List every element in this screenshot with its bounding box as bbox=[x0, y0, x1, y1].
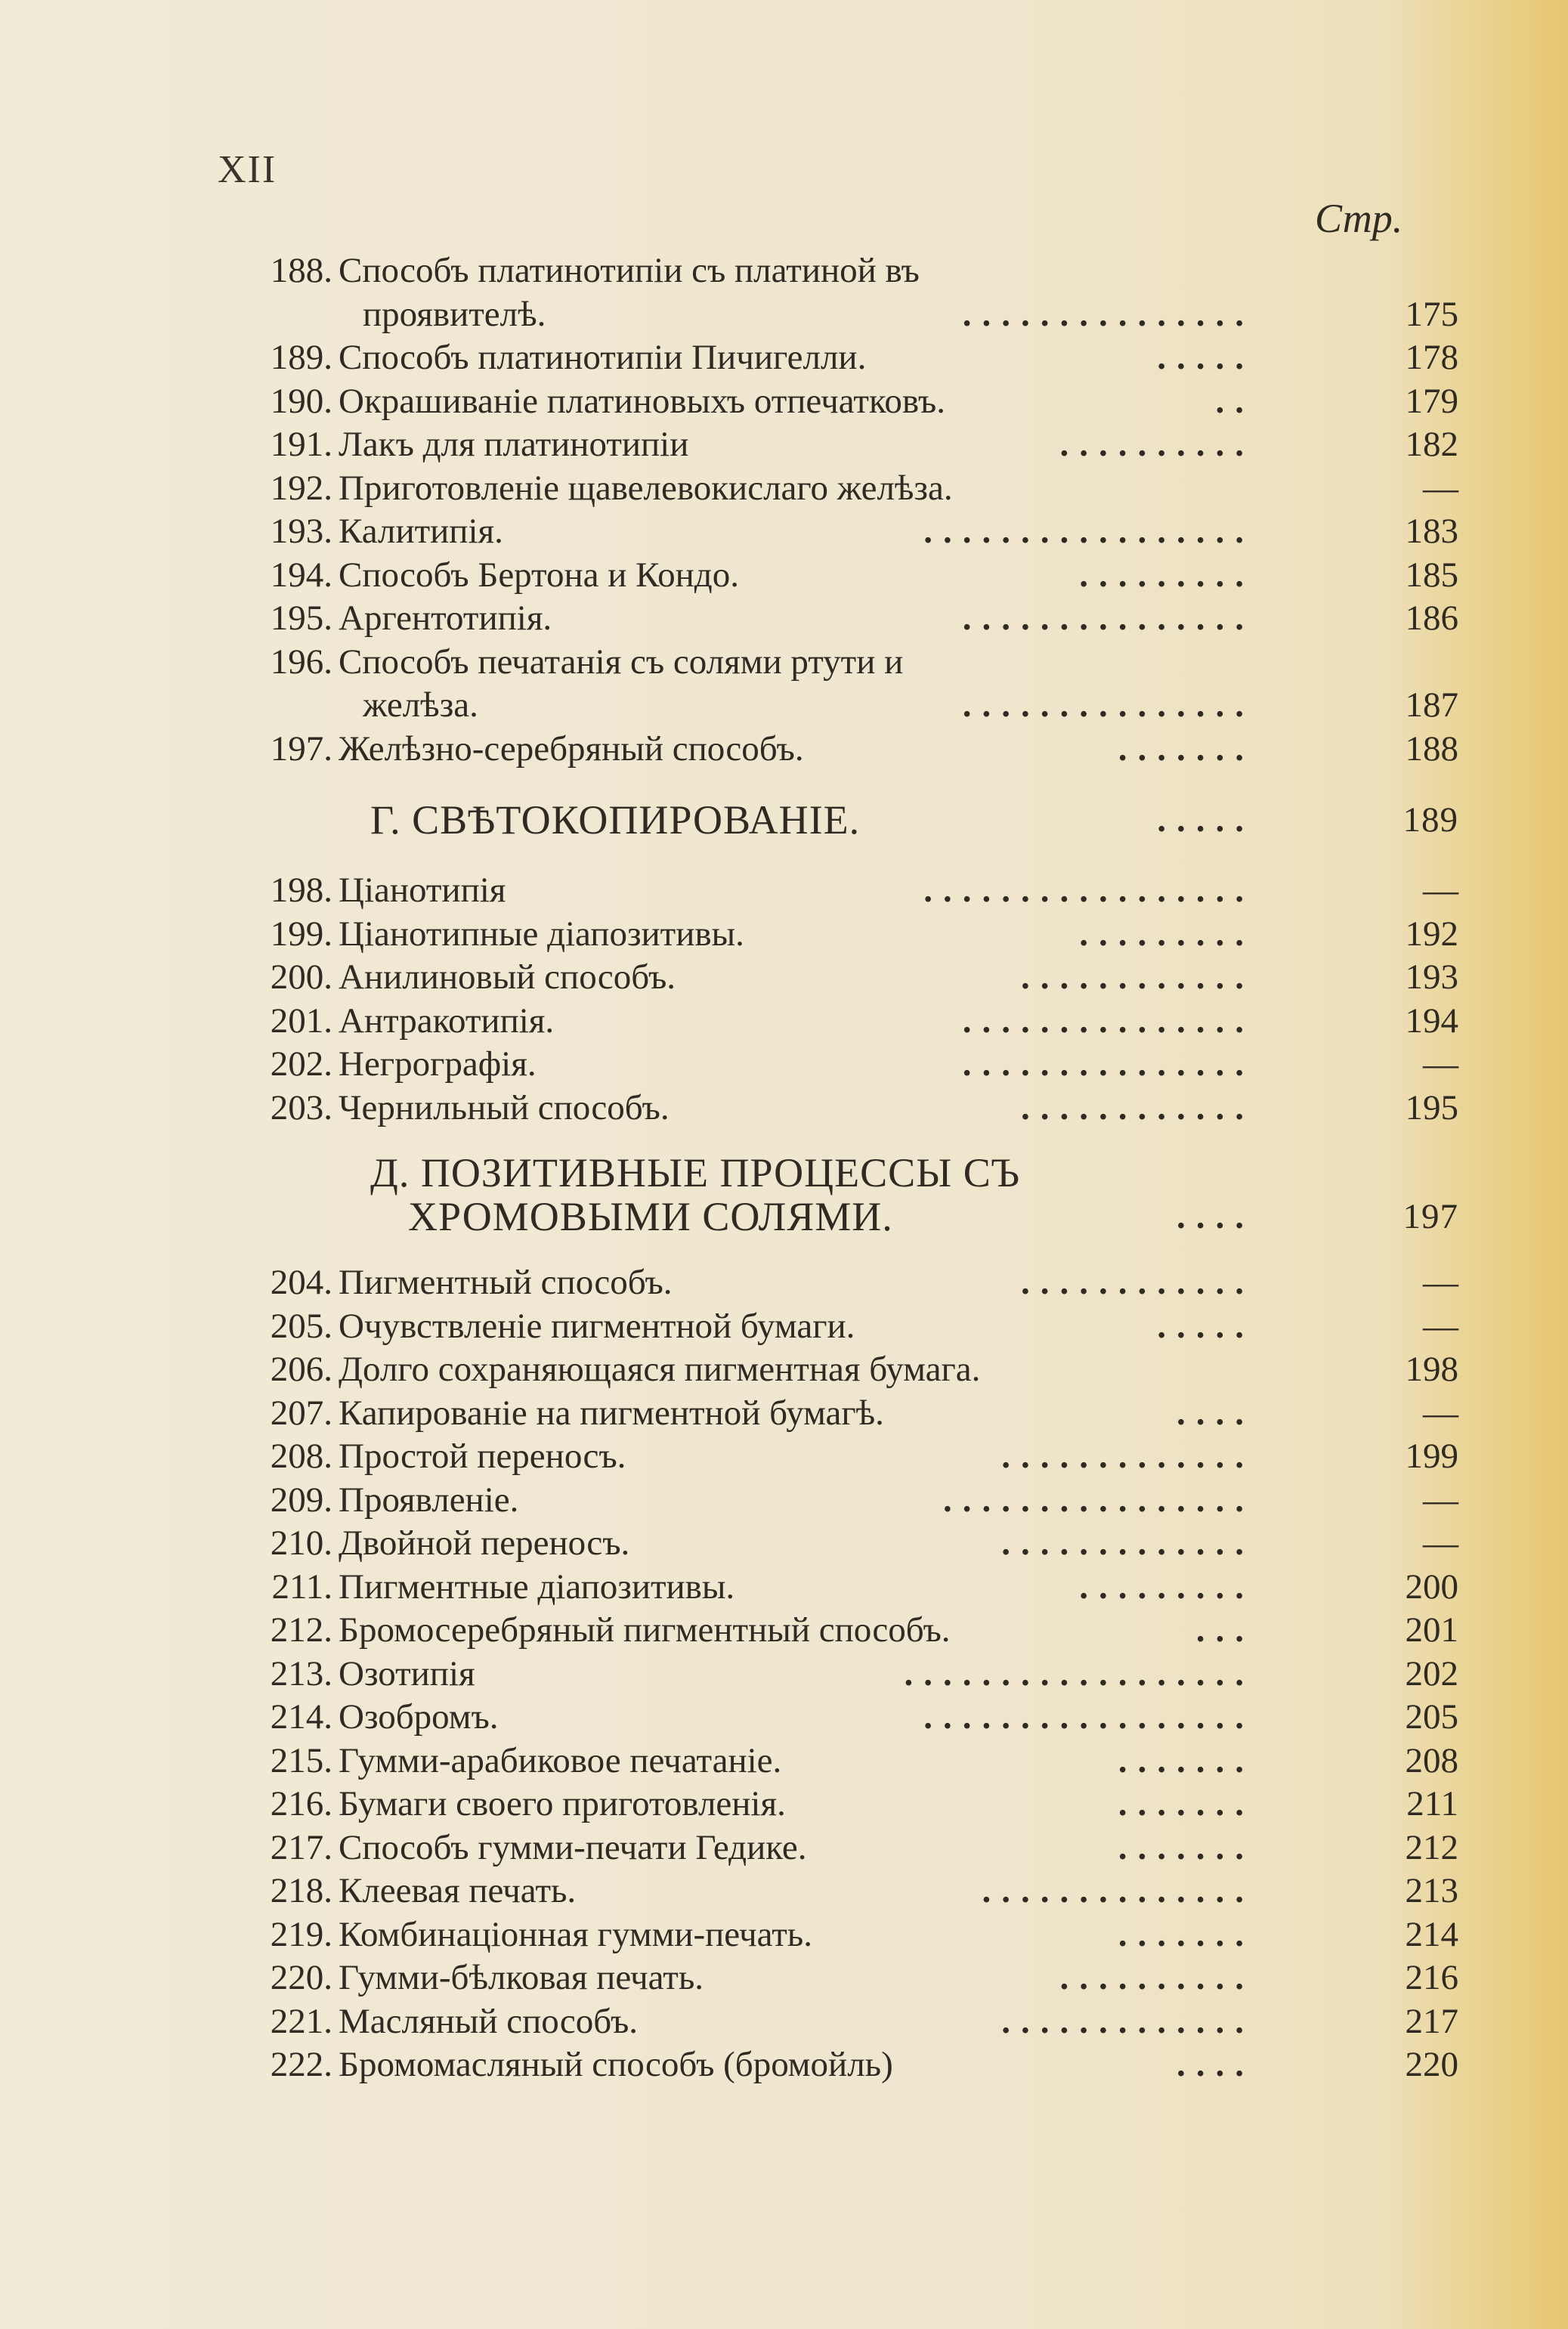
entry-title: Долго сохраняющаяся пигментная бумага. bbox=[339, 1350, 981, 1389]
toc-block-1 bbox=[219, 249, 1458, 771]
section-title-line2: ХРОМОВЫМИ СОЛЯМИ. bbox=[408, 1194, 893, 1239]
entry-number: 212. bbox=[270, 1610, 332, 1650]
dot-leader: ................. bbox=[923, 1697, 1254, 1737]
dot-leader: .. bbox=[1215, 381, 1254, 421]
entry-page-number: 185 bbox=[1405, 555, 1458, 595]
entry-title: Клеевая печать. bbox=[339, 1871, 577, 1910]
entry-title: Чернильный способъ. bbox=[339, 1087, 670, 1127]
toc-entry bbox=[219, 1087, 1458, 1130]
entry-title: Пигментный способъ. bbox=[339, 1263, 673, 1302]
section-title: Г. СВѢТОКОПИРОВАНІЕ. bbox=[370, 797, 861, 843]
entry-page-number: 214 bbox=[1405, 1914, 1458, 1954]
dot-leader: ... bbox=[1195, 1610, 1254, 1650]
entry-page-number: — bbox=[1423, 1523, 1458, 1563]
entry-title: Способъ платинотипіи Пичигелли. bbox=[339, 338, 867, 377]
section-heading-g bbox=[219, 792, 1458, 848]
section-page-number: 189 bbox=[1403, 800, 1458, 840]
page-folio: XII bbox=[218, 148, 277, 191]
entry-number: 208. bbox=[270, 1437, 332, 1476]
table-of-contents bbox=[219, 249, 1458, 2087]
dot-leader: ............... bbox=[962, 294, 1254, 334]
entry-title: Окрашиваніе платиновыхъ отпечатковъ. bbox=[339, 381, 945, 421]
entry-title: Способъ печатанія съ солями ртути и bbox=[339, 642, 904, 682]
toc-entry-continuation bbox=[219, 684, 1458, 728]
entry-number: 211. bbox=[271, 1567, 332, 1607]
spacer bbox=[219, 848, 1458, 869]
toc-entry bbox=[219, 1261, 1458, 1305]
entry-title: Двойной переносъ. bbox=[339, 1523, 630, 1563]
dot-leader: .... bbox=[1177, 1393, 1254, 1433]
dot-leader: ............. bbox=[1001, 1523, 1254, 1563]
dot-leader: .......... bbox=[1059, 425, 1254, 464]
toc-entry bbox=[219, 1913, 1458, 1957]
entry-title: Ціанотипные діапозитивы. bbox=[339, 914, 744, 954]
entry-number: 190. bbox=[270, 381, 332, 421]
dot-leader: ............. bbox=[1001, 1437, 1254, 1476]
entry-title: Масляный способъ. bbox=[339, 2001, 639, 2041]
toc-entry bbox=[219, 1956, 1458, 2000]
toc-entry bbox=[219, 1435, 1458, 1479]
toc-entry bbox=[219, 1000, 1458, 1044]
entry-title: Гумми-арабиковое печатаніе. bbox=[339, 1740, 782, 1780]
entry-page-number: — bbox=[1423, 1044, 1458, 1084]
toc-entry bbox=[219, 641, 1458, 685]
entry-page-number: 198 bbox=[1405, 1350, 1458, 1389]
toc-entry bbox=[219, 1653, 1458, 1696]
dot-leader: ....... bbox=[1118, 1914, 1254, 1954]
entry-number: 205. bbox=[270, 1306, 332, 1346]
entry-page-number: 202 bbox=[1405, 1653, 1458, 1693]
entry-title: Аргентотипія. bbox=[339, 598, 552, 638]
entry-page-number: 208 bbox=[1405, 1740, 1458, 1780]
entry-page-number: 193 bbox=[1405, 957, 1458, 997]
entry-page-number: 175 bbox=[1405, 294, 1458, 334]
toc-entry bbox=[219, 1783, 1458, 1826]
dot-leader: ......... bbox=[1079, 1567, 1254, 1607]
dot-leader: ......... bbox=[1079, 914, 1254, 954]
entry-number: 217. bbox=[270, 1827, 332, 1867]
entry-title: Гумми-бѣлковая печать. bbox=[339, 1958, 704, 1997]
page-column-header: Стр. bbox=[1315, 196, 1403, 241]
entry-title: Бромомасляный способъ (бромойль) bbox=[339, 2045, 893, 2084]
entry-number: 198. bbox=[270, 871, 332, 910]
toc-entry bbox=[219, 467, 1458, 511]
entry-page-number: 179 bbox=[1405, 381, 1458, 421]
toc-entry bbox=[219, 956, 1458, 1000]
entry-page-number: 194 bbox=[1405, 1001, 1458, 1041]
entry-page-number: 186 bbox=[1405, 598, 1458, 638]
entry-page-number: 201 bbox=[1405, 1610, 1458, 1650]
entry-page-number: 192 bbox=[1405, 914, 1458, 954]
toc-entry bbox=[219, 336, 1458, 380]
toc-entry bbox=[219, 1479, 1458, 1523]
entry-page-number: 195 bbox=[1405, 1087, 1458, 1127]
entry-page-number: — bbox=[1423, 1306, 1458, 1346]
entry-page-number: 199 bbox=[1405, 1437, 1458, 1476]
entry-number: 192. bbox=[270, 468, 332, 508]
toc-entry bbox=[219, 1348, 1458, 1392]
spacer bbox=[219, 1240, 1458, 1261]
entry-number: 222. bbox=[270, 2045, 332, 2084]
toc-entry bbox=[219, 913, 1458, 957]
entry-page-number: 217 bbox=[1405, 2001, 1458, 2041]
entry-number: 200. bbox=[270, 957, 332, 997]
entry-number: 193. bbox=[270, 512, 332, 551]
entry-page-number: — bbox=[1423, 468, 1458, 508]
toc-entry bbox=[219, 1522, 1458, 1566]
entry-title: Негрографія. bbox=[339, 1044, 537, 1084]
entry-page-number: 200 bbox=[1405, 1567, 1458, 1607]
toc-entry bbox=[219, 1609, 1458, 1653]
entry-title: Простой переносъ. bbox=[339, 1437, 626, 1476]
dot-leader: ............... bbox=[962, 685, 1254, 725]
entry-title: Приготовленіе щавелевокислаго желѣза. bbox=[339, 468, 953, 508]
entry-page-number: 212 bbox=[1405, 1827, 1458, 1867]
entry-title: Проявленіе. bbox=[339, 1480, 519, 1520]
toc-entry bbox=[219, 554, 1458, 598]
entry-number: 215. bbox=[270, 1740, 332, 1780]
entry-number: 214. bbox=[270, 1697, 332, 1737]
dot-leader: ....... bbox=[1118, 1827, 1254, 1867]
entry-page-number: 183 bbox=[1405, 512, 1458, 551]
entry-number: 207. bbox=[270, 1393, 332, 1433]
dot-leader: ............ bbox=[1021, 1087, 1254, 1127]
toc-entry bbox=[219, 1740, 1458, 1783]
entry-number: 196. bbox=[270, 642, 332, 682]
dot-leader: .................. bbox=[904, 1653, 1254, 1693]
entry-number: 219. bbox=[270, 1914, 332, 1954]
entry-page-number: 187 bbox=[1405, 685, 1458, 725]
entry-title: Бумаги своего приготовленія. bbox=[339, 1784, 786, 1823]
toc-entry bbox=[219, 1826, 1458, 1870]
entry-title: Озотипія bbox=[339, 1653, 475, 1693]
entry-title: Комбинаціонная гумми-печать. bbox=[339, 1914, 812, 1954]
entry-page-number: — bbox=[1423, 1263, 1458, 1302]
toc-block-2 bbox=[219, 869, 1458, 1130]
entry-number: 221. bbox=[270, 2001, 332, 2041]
dot-leader: ....... bbox=[1118, 1784, 1254, 1823]
entry-page-number: — bbox=[1423, 1393, 1458, 1433]
entry-number: 216. bbox=[270, 1784, 332, 1823]
toc-entry bbox=[219, 869, 1458, 913]
dot-leader: .......... bbox=[1059, 1958, 1254, 1997]
toc-entry bbox=[219, 1566, 1458, 1610]
dot-leader: ............... bbox=[962, 1044, 1254, 1084]
entry-number: 210. bbox=[270, 1523, 332, 1563]
dot-leader: ..... bbox=[1157, 338, 1254, 377]
entry-page-number: 213 bbox=[1405, 1871, 1458, 1910]
section-title-line1: Д. ПОЗИТИВНЫЕ ПРОЦЕССЫ СЪ bbox=[370, 1150, 1021, 1195]
entry-title: Калитипія. bbox=[339, 512, 503, 551]
dot-leader: ................ bbox=[943, 1480, 1254, 1520]
toc-entry bbox=[219, 1305, 1458, 1349]
entry-title: Антракотипія. bbox=[339, 1001, 555, 1041]
entry-title-continuation: проявителѣ. bbox=[363, 294, 546, 334]
entry-title: Капированіе на пигментной бумагѣ. bbox=[339, 1393, 884, 1433]
entry-number: 194. bbox=[270, 555, 332, 595]
dot-leader: ............... bbox=[962, 1001, 1254, 1041]
entry-page-number: 216 bbox=[1405, 1958, 1458, 1997]
section-heading-d bbox=[219, 1151, 1458, 1240]
entry-number: 203. bbox=[270, 1087, 332, 1127]
entry-number: 191. bbox=[270, 425, 332, 464]
dot-leader: ..... bbox=[1157, 1306, 1254, 1346]
entry-title: Способъ гумми-печати Гедике. bbox=[339, 1827, 807, 1867]
entry-number: 201. bbox=[270, 1001, 332, 1041]
toc-entry bbox=[219, 1392, 1458, 1436]
entry-number: 189. bbox=[270, 338, 332, 377]
entry-page-number: — bbox=[1423, 871, 1458, 910]
toc-entry bbox=[219, 728, 1458, 772]
entry-title: Способъ Бертона и Кондо. bbox=[339, 555, 739, 595]
toc-entry bbox=[219, 1043, 1458, 1087]
entry-number: 197. bbox=[270, 728, 332, 769]
entry-title: Ціанотипія bbox=[339, 871, 506, 910]
entry-number: 218. bbox=[270, 1871, 332, 1910]
entry-page-number: — bbox=[1423, 1480, 1458, 1520]
entry-title: Очувствленіе пигментной бумаги. bbox=[339, 1306, 855, 1346]
toc-entry bbox=[219, 380, 1458, 424]
toc-entry bbox=[219, 597, 1458, 641]
entry-page-number: 220 bbox=[1405, 2045, 1458, 2084]
entry-title: Пигментные діапозитивы. bbox=[339, 1567, 735, 1607]
dot-leader: ................. bbox=[923, 512, 1254, 551]
entry-number: 195. bbox=[270, 598, 332, 638]
toc-entry bbox=[219, 2000, 1458, 2044]
entry-title-continuation: желѣза. bbox=[363, 685, 478, 725]
toc-block-3 bbox=[219, 1261, 1458, 2087]
dot-leader: .... bbox=[1177, 2045, 1254, 2084]
entry-title: Способъ платинотипіи съ платиной въ bbox=[339, 251, 920, 290]
entry-title: Анилиновый способъ. bbox=[339, 957, 676, 997]
dot-leader: ......... bbox=[1079, 555, 1254, 595]
entry-page-number: 205 bbox=[1405, 1697, 1458, 1737]
toc-entry bbox=[219, 2043, 1458, 2087]
dot-leader: ............ bbox=[1021, 957, 1254, 997]
spacer bbox=[219, 1130, 1458, 1151]
spacer bbox=[219, 771, 1458, 792]
dot-leader: ..... bbox=[1157, 800, 1254, 840]
entry-number: 204. bbox=[270, 1263, 332, 1302]
toc-entry bbox=[219, 423, 1458, 467]
entry-title: Бромосеребряный пигментный способъ. bbox=[339, 1610, 951, 1650]
toc-entry bbox=[219, 1870, 1458, 1913]
entry-number: 202. bbox=[270, 1044, 332, 1084]
entry-page-number: 178 bbox=[1405, 338, 1458, 377]
entry-number: 188. bbox=[270, 251, 332, 290]
dot-leader: ............... bbox=[962, 598, 1254, 638]
entry-title: Лакъ для платинотипіи bbox=[339, 425, 689, 464]
dot-leader: ................. bbox=[923, 871, 1254, 910]
toc-entry bbox=[219, 510, 1458, 554]
toc-entry bbox=[219, 1696, 1458, 1740]
entry-number: 213. bbox=[270, 1653, 332, 1693]
entry-number: 220. bbox=[270, 1958, 332, 1997]
section-page-number: 197 bbox=[1403, 1197, 1458, 1236]
dot-leader: .............. bbox=[982, 1871, 1254, 1910]
dot-leader: ............. bbox=[1001, 2001, 1254, 2041]
entry-title: Желѣзно-серебряный способъ. bbox=[339, 728, 804, 769]
toc-entry bbox=[219, 249, 1458, 293]
dot-leader: ............ bbox=[1021, 1263, 1254, 1302]
entry-number: 199. bbox=[270, 914, 332, 954]
dot-leader: .... bbox=[1177, 1197, 1254, 1236]
entry-page-number: 182 bbox=[1405, 425, 1458, 464]
entry-page-number: 188 bbox=[1405, 728, 1458, 769]
entry-page-number: 211 bbox=[1406, 1784, 1458, 1823]
dot-leader: ....... bbox=[1118, 1740, 1254, 1780]
dot-leader: ....... bbox=[1118, 728, 1254, 769]
entry-title: Озобромъ. bbox=[339, 1697, 499, 1737]
toc-entry-continuation bbox=[219, 293, 1458, 337]
entry-number: 209. bbox=[270, 1480, 332, 1520]
entry-number: 206. bbox=[270, 1350, 332, 1389]
